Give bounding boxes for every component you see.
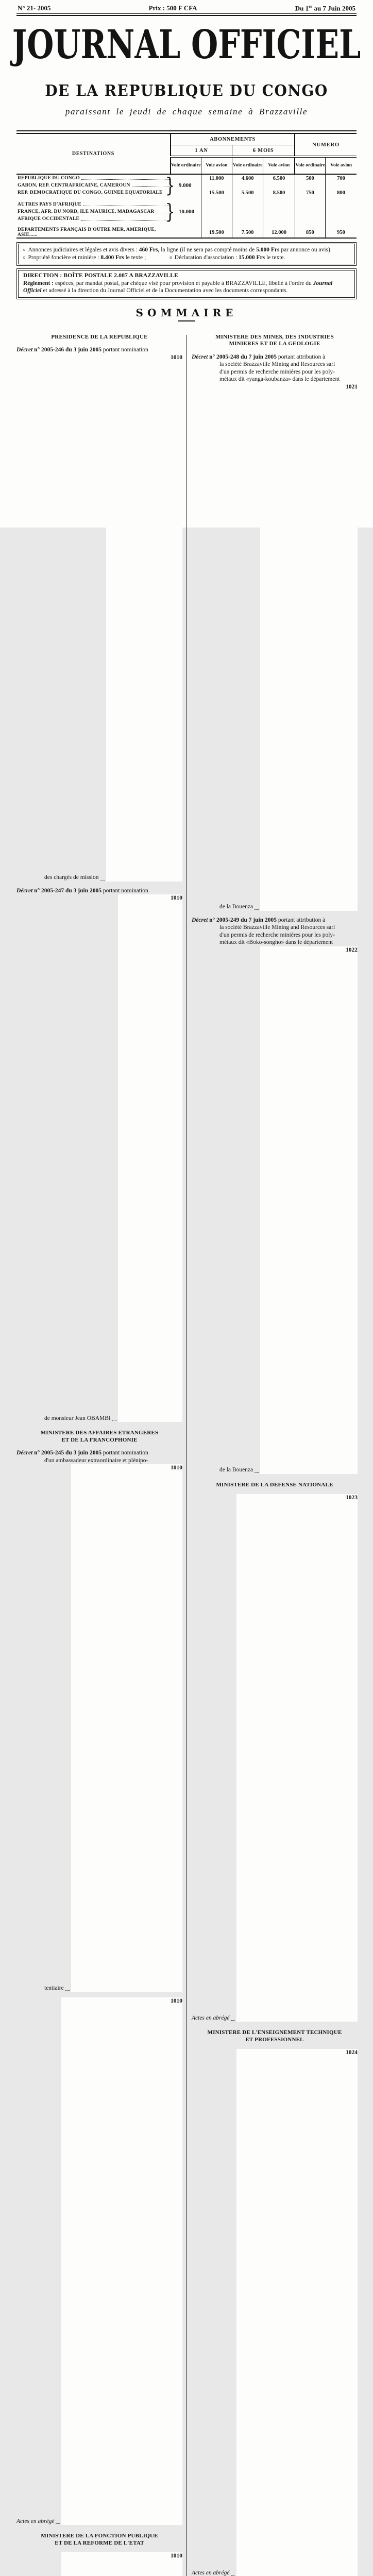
- text-segment: portant nomination: [103, 347, 148, 353]
- square-bullet-icon: ¤: [23, 255, 26, 261]
- text-segment: Décret: [16, 347, 33, 353]
- text-segment: n° 2005-248 du 7 juin 2005: [208, 353, 278, 360]
- text-segment: Décret: [16, 1450, 33, 1456]
- toc-page-number: 1010: [106, 354, 182, 882]
- value-cell: [232, 182, 263, 189]
- text-segment: Actes en abrégé: [16, 2518, 55, 2524]
- toc-section: [192, 1482, 358, 2022]
- subscription-table-header: [16, 134, 357, 174]
- toc-page-number: 1010: [61, 1997, 182, 2525]
- toc-entry-line: [192, 917, 358, 924]
- value-cell: 5.500: [232, 189, 263, 196]
- value-cell: 11.000: [201, 174, 232, 182]
- heading-line: MINISTERE DE L'ENSEIGNEMENT TECHNIQUE: [207, 2029, 342, 2036]
- separator-rule-top: [16, 13, 357, 16]
- value-cell: [295, 182, 325, 189]
- destination-cell: [16, 208, 171, 215]
- destination-line: [16, 209, 171, 214]
- voie-ordinaire-1an-cell: [171, 227, 201, 238]
- text-segment: d'un permis de recherche minières pour les poly-: [219, 368, 335, 375]
- value-cell: [326, 208, 357, 215]
- heading-line: MINIERES ET DE LA GEOLOGIE: [229, 341, 320, 347]
- col-header-voie-ordinaire: Voie ordinaire: [232, 157, 263, 174]
- heading-line: ET DE LA REFORME DE L'ETAT: [55, 2539, 144, 2546]
- destination-line: [16, 202, 171, 207]
- top-bar: [0, 0, 373, 13]
- toc-section-heading: [194, 1482, 355, 1489]
- toc-section-heading: [19, 1430, 180, 1444]
- text-segment: métaux dit «Boko-songho» dans le département: [219, 939, 333, 946]
- toc-entry-text: [219, 903, 253, 911]
- col-header-6mois: 6 MOIS: [232, 145, 295, 157]
- value-cell: [263, 208, 295, 215]
- text-segment: le texte ;: [124, 255, 146, 261]
- value-cell: [326, 223, 357, 227]
- destination-label: AFRIQUE OCCIDENTALE: [18, 216, 80, 222]
- toc-entry-line: [192, 931, 358, 939]
- value-cell: 19.500: [201, 227, 232, 238]
- heading-line: ET DE LA FRANCOPHONIE: [61, 1436, 138, 1443]
- value-cell: [263, 223, 295, 227]
- direction-box: [16, 268, 357, 299]
- destination-cell: [16, 189, 171, 196]
- voie-ordinaire-1an-cell: [165, 174, 201, 198]
- text-segment: de la Bouenza: [219, 1467, 253, 1473]
- value-cell: [295, 196, 325, 201]
- toc-entry-last-line: [16, 354, 182, 882]
- toc-entry-line: [192, 368, 358, 376]
- col-header-destinations: DESTINATIONS: [16, 134, 171, 174]
- table-row: [16, 174, 357, 182]
- toc-entry-line: [192, 376, 358, 383]
- toc-section-heading: [19, 334, 180, 341]
- toc-entry-last-line: [192, 946, 358, 1474]
- notice-line: [23, 254, 350, 262]
- text-segment: portant nomination: [103, 887, 148, 894]
- heading-line: MINISTERE DE LA DEFENSE NATIONALE: [216, 1481, 333, 1488]
- text-segment: 5.000 Frs: [256, 247, 280, 253]
- text-segment: portant nomination: [103, 1450, 148, 1456]
- value-cell: [201, 182, 232, 189]
- value-cell: [232, 215, 263, 223]
- destination-label: AUTRES PAYS D'AFRIQUE: [18, 202, 82, 208]
- text-segment: n° 2005-247 du 3 juin 2005: [32, 887, 103, 894]
- column-divider-rule: [186, 335, 187, 2576]
- toc-entry-last-line: [192, 383, 358, 911]
- text-segment: 15.000 Frs: [239, 255, 265, 261]
- text-segment: n° 2005-249 du 7 juin 2005: [208, 917, 278, 923]
- text-segment: 460 Frs,: [139, 247, 160, 253]
- brace-group: [165, 174, 201, 198]
- sommaire-columns: [16, 333, 358, 2576]
- value-cell: 950: [326, 227, 357, 238]
- brace-value: 9.000: [178, 182, 192, 189]
- destination-line: [16, 227, 171, 238]
- toc-entry-line: [192, 353, 358, 361]
- destination-label: REP. DEMOCRATIQUE DU CONGO, GUINEE EQUATORIALE: [18, 190, 163, 196]
- toc-entry-line: [192, 361, 358, 368]
- value-cell: [232, 196, 263, 201]
- date-range: Du 1er au 7 Juin 2005: [295, 4, 355, 12]
- subscription-table: [16, 134, 357, 239]
- text-segment: des chargés de mission: [44, 874, 99, 881]
- value-cell: [295, 201, 325, 208]
- toc-section-heading: [194, 2029, 355, 2043]
- text-segment: Actes en abrégé: [192, 2014, 230, 2021]
- heading-line: MINISTERE DES MINES, DES INDUSTRIES: [215, 333, 334, 340]
- destination-cell: [16, 201, 171, 208]
- text-segment: d'un ambassadeur extraordinaire et plénipo-: [44, 1457, 148, 1464]
- toc-section: [16, 334, 182, 1422]
- text-segment: d'un permis de recherche minières pour les poly-: [219, 931, 335, 938]
- toc-entry: [192, 1494, 358, 2022]
- col-header-voie-avion: Voie avion: [326, 157, 357, 174]
- destination-cell: [16, 182, 171, 189]
- value-cell: 500: [295, 174, 325, 182]
- text-segment: la ligne (il ne sera pas compté moins de: [159, 247, 257, 253]
- value-cell: [201, 215, 232, 223]
- toc-entry: [16, 1449, 182, 1992]
- value-cell: [263, 201, 295, 208]
- text-segment: portant attribution à: [278, 353, 326, 360]
- toc-page-number: 1010: [71, 1464, 182, 1992]
- text-segment: Actes en abrégé: [192, 2569, 230, 2576]
- toc-entry-line: [16, 887, 182, 895]
- toc-entry-line: [16, 1457, 182, 1465]
- destination-cell: [16, 174, 171, 182]
- heading-line: PRESIDENCE DE LA REPUBLIQUE: [51, 333, 148, 340]
- toc-entry-last-line: [16, 1997, 182, 2525]
- journal-title: JOURNAL OFFICIEL: [12, 22, 361, 69]
- journal-subtitle: DE LA REPUBLIQUE DU CONGO: [45, 81, 328, 100]
- sommaire-column-right: [192, 333, 358, 2576]
- dotted-leader: [65, 1990, 70, 1991]
- heading-line: ET PROFESSIONNEL: [245, 2036, 304, 2043]
- toc-section: [192, 334, 358, 1474]
- dotted-leader: [231, 2020, 235, 2021]
- text-segment: la société Brazzaville Mining and Resources sarl: [219, 924, 335, 931]
- destination-line: [16, 216, 171, 222]
- col-header-voie-ordinaire: Voie ordinaire: [295, 157, 325, 174]
- toc-entry-line: [16, 1449, 182, 1457]
- col-header-voie-avion: Voie avion: [201, 157, 232, 174]
- toc-section: [16, 1430, 182, 2525]
- text-segment: n° 2005-245 du 3 juin 2005: [32, 1450, 103, 1456]
- text-segment: Journal Officiel: [23, 280, 333, 294]
- destination-label: FRANCE, AFR. DU NORD, ILE MAURICE, MADAGASCAR: [18, 209, 155, 215]
- value-cell: 12.000: [263, 227, 295, 238]
- value-cell: 4.600: [232, 174, 263, 182]
- toc-section-heading: [194, 334, 355, 348]
- value-cell: 800: [326, 189, 357, 196]
- brace-glyph: }: [165, 200, 175, 224]
- toc-entry: [192, 917, 358, 1474]
- value-cell: 750: [295, 189, 325, 196]
- separator-rule-table: [16, 130, 357, 134]
- toc-entry-text: [44, 1415, 111, 1422]
- sommaire-title: SOMMAIRE: [135, 306, 238, 319]
- col-header-1an: 1 AN: [171, 145, 232, 157]
- brace-value: 10.000: [178, 209, 195, 215]
- text-segment: le texte.: [265, 255, 285, 261]
- destination-cell: [16, 215, 171, 223]
- table-row: [16, 227, 357, 238]
- notice-item: [169, 254, 285, 262]
- toc-entry-text: [44, 874, 99, 882]
- value-cell: [326, 215, 357, 223]
- text-segment: Décret: [192, 353, 208, 360]
- notice-line: [23, 246, 350, 254]
- value-cell: [326, 182, 357, 189]
- heading-line: MINISTERE DE LA FONCTION PUBLIQUE: [41, 2533, 158, 2539]
- direction-address: DIRECTION : BOÎTE POSTALE 2.087 A BRAZZAVILLE: [23, 273, 178, 279]
- toc-entry-last-line: [192, 1494, 358, 2022]
- text-segment: Propriété foncière et minière :: [28, 255, 101, 261]
- notice-item: [23, 254, 146, 262]
- dotted-leader: [255, 909, 259, 910]
- text-segment: 8.400 Frs: [100, 255, 124, 261]
- toc-entry: [16, 346, 182, 882]
- text-segment: n° 2005-246 du 3 juin 2005: [32, 347, 103, 353]
- toc-page-number: 1022: [260, 946, 358, 1474]
- notice-text: [28, 246, 332, 254]
- text-segment: tentiaire: [44, 1985, 64, 1991]
- toc-section-heading: [19, 2533, 180, 2547]
- toc-page-number: 1010: [61, 2552, 182, 2576]
- text-segment: la société Brazzaville Mining and Resources sarl: [219, 361, 335, 368]
- value-cell: [263, 182, 295, 189]
- value-cell: [295, 223, 325, 227]
- notice-text: [28, 254, 146, 262]
- toc-page-number: 1024: [236, 2049, 358, 2576]
- toc-entry-line: [192, 924, 358, 931]
- heading-line: MINISTERE DES AFFAIRES ETRANGERES: [40, 1430, 159, 1436]
- text-segment: Décret: [16, 887, 33, 894]
- dotted-leader: [81, 220, 169, 221]
- toc-entry: [16, 1997, 182, 2525]
- text-segment: de monsieur Jean OBAMBI: [44, 1415, 111, 1421]
- text-segment: et adressé à la direction du Journal Officiel et de la Documentation avec les documents correspondants.: [41, 287, 288, 294]
- value-cell: [295, 215, 325, 223]
- toc-page-number: 1023: [236, 1494, 358, 2022]
- spacer-row: [16, 196, 357, 201]
- text-segment: par annonce ou avis).: [279, 247, 332, 253]
- destination-line: [16, 190, 171, 195]
- col-header-abonnements: ABONNEMENTS: [171, 134, 295, 145]
- value-cell: [201, 208, 232, 215]
- text-segment: Annonces judiciaires et légales et avis divers :: [28, 247, 139, 253]
- issue-number: N° 21- 2005: [18, 4, 51, 12]
- text-segment: métaux dit «yanga-koubanza» dans le département: [219, 376, 340, 383]
- destination-label: GABON, REP. CENTRAFRICAINE, CAMEROUN: [18, 183, 130, 189]
- toc-entry-last-line: [16, 2552, 182, 2576]
- spacer-row: [16, 223, 357, 227]
- toc-entry-text: [16, 2518, 54, 2526]
- toc-entry: [16, 887, 182, 1422]
- value-cell: 15.500: [201, 189, 232, 196]
- toc-entry-line: [192, 939, 358, 946]
- toc-section: [16, 2533, 182, 2576]
- sommaire-underline: [178, 320, 195, 321]
- value-cell: 6.500: [263, 174, 295, 182]
- dotted-leader: [112, 1420, 116, 1421]
- toc-entry-text: [192, 2014, 229, 2022]
- value-cell: [201, 223, 232, 227]
- value-cell: [201, 201, 232, 208]
- text-segment: Décret: [192, 917, 208, 923]
- table-row: [16, 201, 357, 208]
- notice-text: [175, 254, 285, 262]
- destination-cell: [16, 227, 171, 238]
- tariff-notices-box: [16, 242, 357, 266]
- col-header-numero: NUMERO: [295, 134, 357, 157]
- dotted-leader: [81, 179, 169, 180]
- toc-entry-line: [16, 346, 182, 354]
- brace-group: [165, 200, 201, 224]
- text-segment: de la Bouenza: [219, 904, 253, 910]
- square-bullet-icon: ¤: [169, 255, 172, 261]
- text-segment: Règlement :: [23, 280, 54, 286]
- value-cell: [232, 223, 263, 227]
- col-header-voie-ordinaire: Voie ordinaire: [171, 157, 201, 174]
- sommaire-column-left: [16, 333, 182, 2576]
- value-cell: 700: [326, 174, 357, 182]
- toc-entry-text: [219, 1466, 253, 1474]
- voie-ordinaire-1an-cell: [165, 200, 201, 224]
- value-cell: [263, 196, 295, 201]
- text-segment: Déclaration d'association :: [174, 255, 239, 261]
- dotted-leader: [255, 1472, 259, 1473]
- destination-label: DEPARTEMENTS FRANÇAIS D'OUTRE MER, AMERIQUE, ASIE......: [18, 227, 156, 238]
- toc-entry-last-line: [192, 2049, 358, 2576]
- toc-entry: [192, 2049, 358, 2576]
- price-label: Prix : 500 F CFA: [148, 4, 197, 12]
- destination-line: [16, 183, 171, 188]
- destination-cell: [16, 223, 171, 227]
- value-cell: 7.500: [232, 227, 263, 238]
- value-cell: 8.500: [263, 189, 295, 196]
- value-cell: [326, 201, 357, 208]
- value-cell: [295, 208, 325, 215]
- value-cell: [232, 208, 263, 215]
- text-segment: espèces, par mandat postal, par chèque visé pour provision et payable à BRAZZAVILLE, libellé à l'ordre du: [54, 280, 313, 286]
- tariff-notices-lines: [23, 246, 350, 262]
- toc-entry: [16, 2552, 182, 2576]
- journal-tagline: paraissant le jeudi de chaque semaine à Brazzaville: [65, 107, 308, 117]
- toc-page-number: 1010: [118, 894, 182, 1422]
- destination-label: REPUBLIQUE DU CONGO: [18, 176, 80, 181]
- direction-payment-text: [23, 280, 350, 295]
- subscription-table-body: [16, 174, 357, 238]
- value-cell: [232, 201, 263, 208]
- dotted-leader: [56, 2523, 60, 2524]
- toc-entry-text: [44, 1985, 64, 1992]
- value-cell: [263, 215, 295, 223]
- value-cell: [201, 196, 232, 201]
- toc-page-number: 1021: [260, 383, 358, 911]
- toc-entry-last-line: [16, 1464, 182, 1992]
- toc-entry: [192, 353, 358, 911]
- value-cell: 850: [295, 227, 325, 238]
- date-superscript: er: [309, 4, 313, 9]
- toc-section: [192, 2029, 358, 2576]
- text-segment: portant attribution à: [278, 917, 326, 923]
- brace-glyph: }: [165, 174, 175, 198]
- destination-cell: [16, 196, 171, 201]
- toc-entry-last-line: [16, 894, 182, 1422]
- col-header-voie-avion: Voie avion: [263, 157, 295, 174]
- value-cell: [326, 196, 357, 201]
- square-bullet-icon: ¤: [23, 247, 26, 253]
- notice-item: [23, 246, 332, 254]
- toc-entry-text: [192, 2569, 229, 2576]
- destination-line: [16, 176, 171, 181]
